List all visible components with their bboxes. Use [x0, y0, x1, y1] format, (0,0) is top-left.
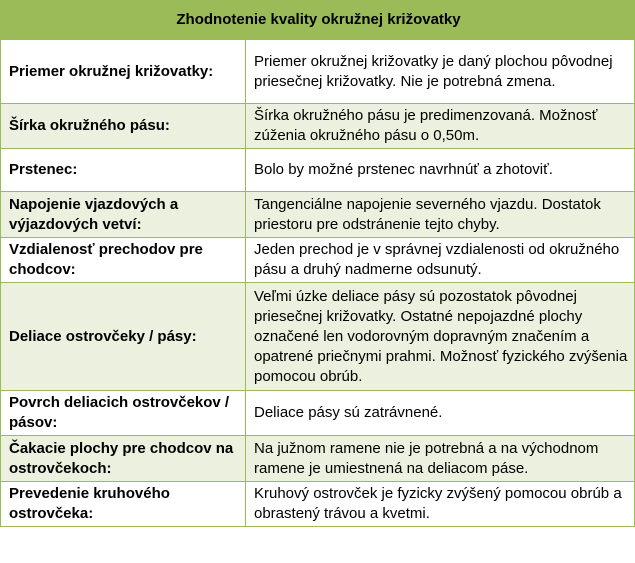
table-row: [1, 149, 635, 192]
table-row: [1, 482, 635, 527]
table-row: [1, 283, 635, 391]
table-row: [1, 238, 635, 283]
row-text-priemer: Priemer okružnej križovatky je daný plochou pôvodnej priesečnej križovatky. Nie je potrebná zmena.: [246, 40, 635, 104]
row-text-sirka: Šírka okružného pásu je predimenzovaná. Možnosť zúženia okružného pásu o 0,50m.: [246, 104, 635, 149]
table-row: [1, 104, 635, 149]
row-text-povrch: Deliace pásy sú zatrávnené.: [246, 391, 635, 436]
table-header-row: [1, 1, 635, 40]
row-label-vzdialenost: Vzdialenosť prechodov pre chodcov:: [1, 238, 246, 283]
table-row: [1, 40, 635, 104]
row-label-cakacie: Čakacie plochy pre chodcov na ostrovčekoch:: [1, 436, 246, 482]
table-row: [1, 391, 635, 436]
row-text-vzdialenost: Jeden prechod je v správnej vzdialenosti od okružného pásu a druhý nadmerne odsunutý.: [246, 238, 635, 283]
row-label-povrch: Povrch deliacich ostrovčekov / pásov:: [1, 391, 246, 436]
row-label-napojenie: Napojenie vjazdových a výjazdových vetví:: [1, 192, 246, 238]
row-label-priemer: Priemer okružnej križovatky:: [1, 40, 246, 104]
row-text-prstenec: Bolo by možné prstenec navrhnúť a zhotoviť.: [246, 149, 635, 192]
table-row: [1, 192, 635, 238]
table-row: [1, 436, 635, 482]
row-text-deliace: Veľmi úzke deliace pásy sú pozostatok pôvodnej priesečnej križovatky. Ostatné nepojazdné plochy označené len vodorovným dopravným značením a opatrené priečnymi prahmi. Možnosť fyzického zvýšenia pomocou obrúb.: [246, 283, 635, 391]
row-label-sirka: Šírka okružného pásu:: [1, 104, 246, 149]
row-label-prevedenie: Prevedenie kruhového ostrovčeka:: [1, 482, 246, 527]
row-label-prstenec: Prstenec:: [1, 149, 246, 192]
table-title: Zhodnotenie kvality okružnej križovatky: [1, 1, 635, 40]
row-label-deliace: Deliace ostrovčeky / pásy:: [1, 283, 246, 391]
row-text-cakacie: Na južnom ramene nie je potrebná a na východnom ramene je umiestnená na deliacom páse.: [246, 436, 635, 482]
row-text-napojenie: Tangenciálne napojenie severného vjazdu. Dostatok priestoru pre odstránenie tejto chyby.: [246, 192, 635, 238]
row-text-prevedenie: Kruhový ostrovček je fyzicky zvýšený pomocou obrúb a obrastený trávou a kvetmi.: [246, 482, 635, 527]
